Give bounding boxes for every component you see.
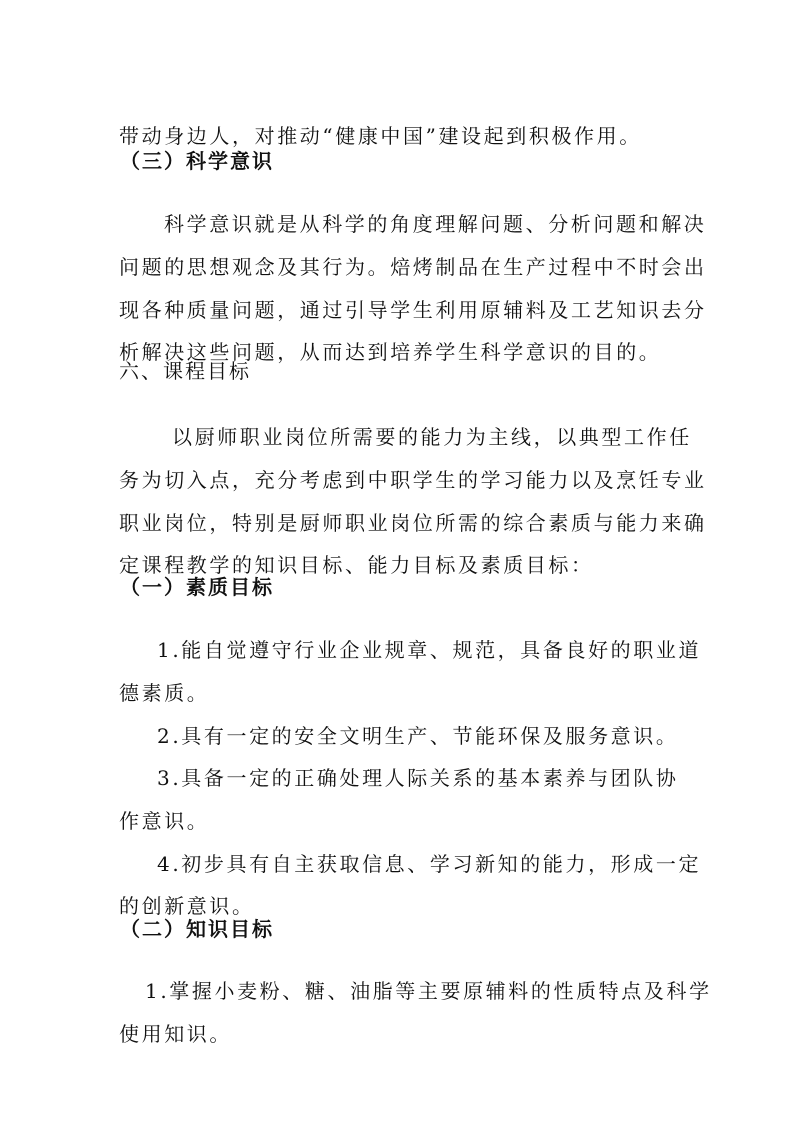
list-item-continuation: 作意识。 [119, 809, 210, 833]
paragraph-line: 务为切入点，充分考虑到中职学生的学习能力以及烹饪专业 [119, 468, 707, 492]
paragraph-line: 以厨师职业岗位所需要的能力为主线，以典型工作任 [172, 425, 692, 449]
list-item-continuation: 使用知识。 [119, 1022, 232, 1046]
section-heading-knowledge: （二）知识目标 [120, 917, 274, 941]
paragraph-line: 职业岗位，特别是厨师职业岗位所需的综合素质与能力来确 [119, 511, 707, 535]
list-item-continuation: 德素质。 [119, 681, 210, 705]
section-heading-quality: （一）素质目标 [120, 575, 274, 599]
list-item: 2.具有一定的安全文明生产、节能环保及服务意识。 [157, 724, 679, 748]
list-item: 4.初步具有自主获取信息、学习新知的能力，形成一定 [157, 852, 702, 876]
paragraph-line: 带动身边人，对推动“健康中国”建设起到积极作用。 [119, 124, 642, 148]
section-heading-science: （三）科学意识 [120, 149, 274, 173]
list-item: 1.掌握小麦粉、糖、油脂等主要原辅料的性质特点及科学 [145, 979, 712, 1003]
list-item: 1.能自觉遵守行业企业规章、规范，具备良好的职业道 [157, 638, 702, 662]
paragraph-line: 现各种质量问题，通过引导学生利用原辅料及工艺知识去分 [119, 298, 707, 322]
paragraph-line: 科学意识就是从科学的角度理解问题、分析问题和解决 [164, 212, 707, 236]
paragraph-line: 问题的思想观念及其行为。焙烤制品在生产过程中不时会出 [119, 255, 707, 279]
paragraph-line: 析解决这些问题，从而达到培养学生科学意识的目的。 [119, 340, 662, 364]
paragraph-line: 定课程教学的知识目标、能力目标及素质目标： [119, 553, 594, 577]
list-item-continuation: 的创新意识。 [119, 894, 255, 918]
list-item: 3.具备一定的正确处理人际关系的基本素养与团队协 [157, 766, 679, 790]
section-heading-course-goals: 六、课程目标 [119, 359, 251, 383]
